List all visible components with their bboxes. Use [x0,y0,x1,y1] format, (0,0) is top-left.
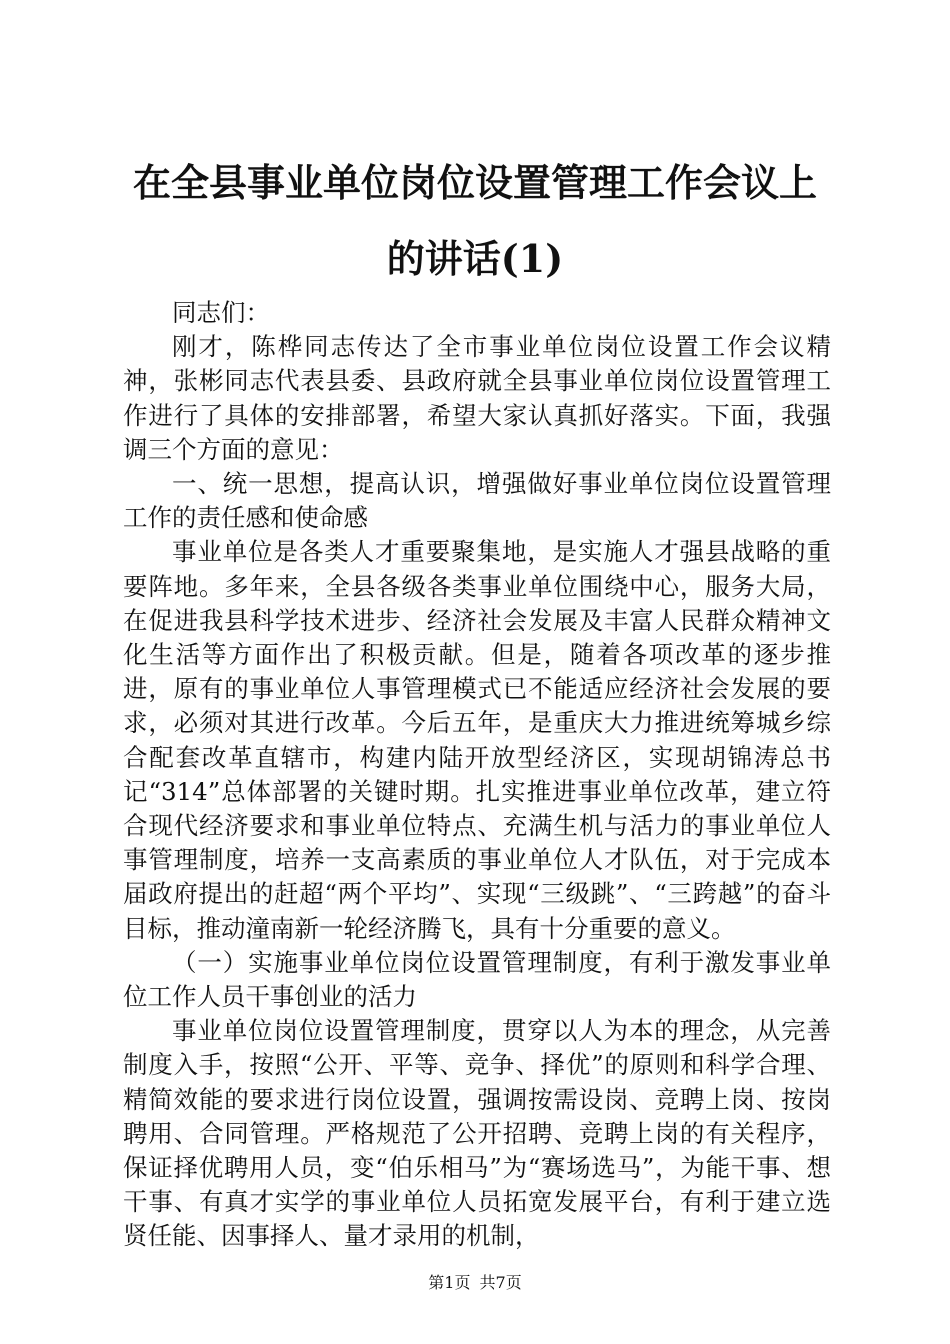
document-title: 在全县事业单位岗位设置管理工作会议上的讲话(1) [132,160,817,281]
page-footer [0,1272,950,1294]
document-body [123,296,831,1254]
paragraph-1: 事业单位是各类人才重要聚集地，是实施人才强县战略的重要阵地。多年来，全县各级各类事业单位围绕中心，服务大局，在促进我县科学技术进步、经济社会发展及丰富人民群众精神文化生活等方面作出了积极贡献。但是，随着各项改革的逐步推进，原有的事业单位人事管理模式已不能适应经济社会发展的要求，必须对其进行改革。今后五年，是重庆大力推进统筹城乡综合配套改革直辖市，构建内陆开放型经济区，实现胡锦涛总书记“314”总体部署的关键时期。扎实推进事业单位改革，建立符合现代经济要求和事业单位特点、充满生机与活力的事业单位人事管理制度，培养一支高素质的事业单位人才队伍，对于完成本届政府提出的赶超“两个平均”、实现“三级跳”、“三跨越”的奋斗目标，推动潼南新一轮经济腾飞，具有十分重要的意义。 [123,537,831,943]
page-number: 第1页 [428,1273,471,1292]
paragraph-2: 事业单位岗位设置管理制度，贯穿以人为本的理念，从完善制度入手，按照“公开、平等、竞争、择优”的原则和科学合理、精简效能的要求进行岗位设置，强调按需设岗、竞聘上岗、按岗聘用、合同管理。严格规范了公开招聘、竞聘上岗的有关程序，保证择优聘用人员，变“伯乐相马”为“赛场选马”，为能干事、想干事、有真才实学的事业单位人员拓宽发展平台，有利于建立选贤任能、因事择人、量才录用的机制， [123,1016,831,1251]
salutation: 同志们： [172,298,270,327]
subsection-heading-1: （一）实施事业单位岗位设置管理制度，有利于激发事业单位工作人员干事创业的活力 [123,947,831,1012]
page-total: 共7页 [479,1273,522,1292]
section-heading-1: 一、统一思想，提高认识，增强做好事业单位岗位设置管理工作的责任感和使命感 [123,469,831,533]
paragraph-intro: 刚才，陈桦同志传达了全市事业单位岗位设置工作会议精神，张彬同志代表县委、县政府就全县事业单位岗位设置管理工作进行了具体的安排部署，希望大家认真抓好落实。下面，我强调三个方面的意见： [123,332,831,464]
